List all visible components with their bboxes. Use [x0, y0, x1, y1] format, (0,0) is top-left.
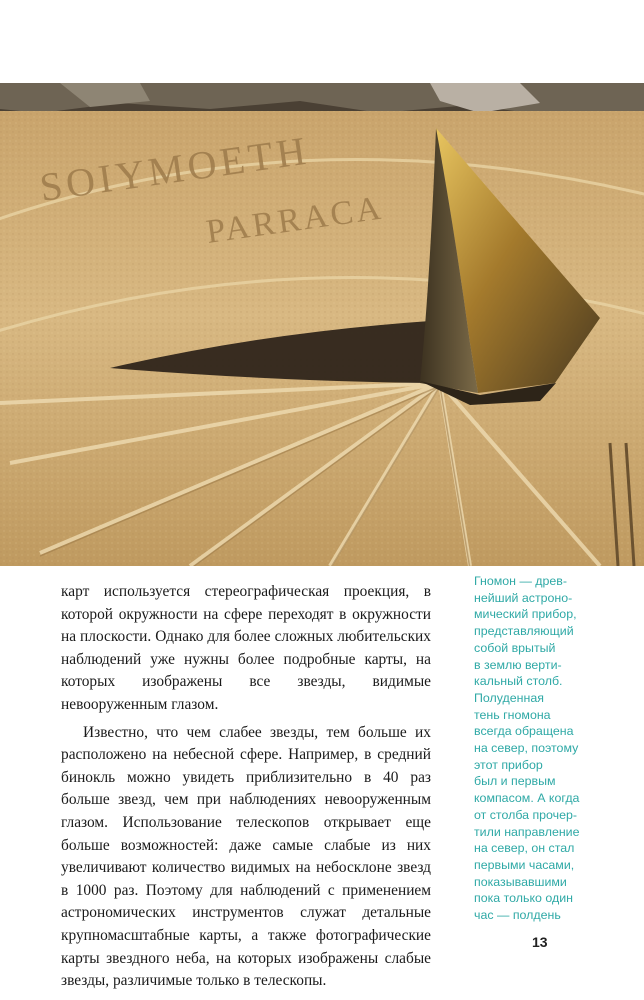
- sidebar-caption: Гномон — древ- нейший астроно- мический прибор, представляющий собой врытый в землю верти- кальный столб. Полуденная тень гномона всегда обращена на север, поэтому этот прибор был и первым компасом. А когда от столба прочер- тили направление на север, он стал первыми часами, показывавшими пока только один час — полдень: [474, 574, 580, 923]
- paragraph-1: карт используется стереографическая проекция, в которой окружности на сфере переходят в окружности на плоскости. Однако для более сложных любительских наблюдений уже нужны более подробные карты, на которых изображены все звезды, видимые невооруженным глазом.: [61, 583, 431, 713]
- main-text: [61, 581, 431, 993]
- engraving-line-2: PARRACA: [203, 189, 386, 251]
- engraving-line-1: SOIYMOETH: [36, 127, 313, 210]
- sundial-photo: [0, 83, 644, 566]
- page-number: 13: [532, 934, 548, 950]
- paragraph-2: Известно, что чем слабее звезды, тем больше их расположено на небесной сфере. Например, в средний бинокль можно увидеть приблизительно в 40 раз больше звезд, чем при наблюдениях невооруженным глазом. Использование телескопов открывает еще больше возможностей: даже самые слабые из них увеличивают количество видимых на небосклоне звезд в 1000 раз. Поэтому для наблюдений с применением астрономических инструментов служат детальные крупномасштабные карты, а также фотографические карты звездного неба, на которых изображены слабые звезды, различимые только в телескопы.: [61, 723, 431, 990]
